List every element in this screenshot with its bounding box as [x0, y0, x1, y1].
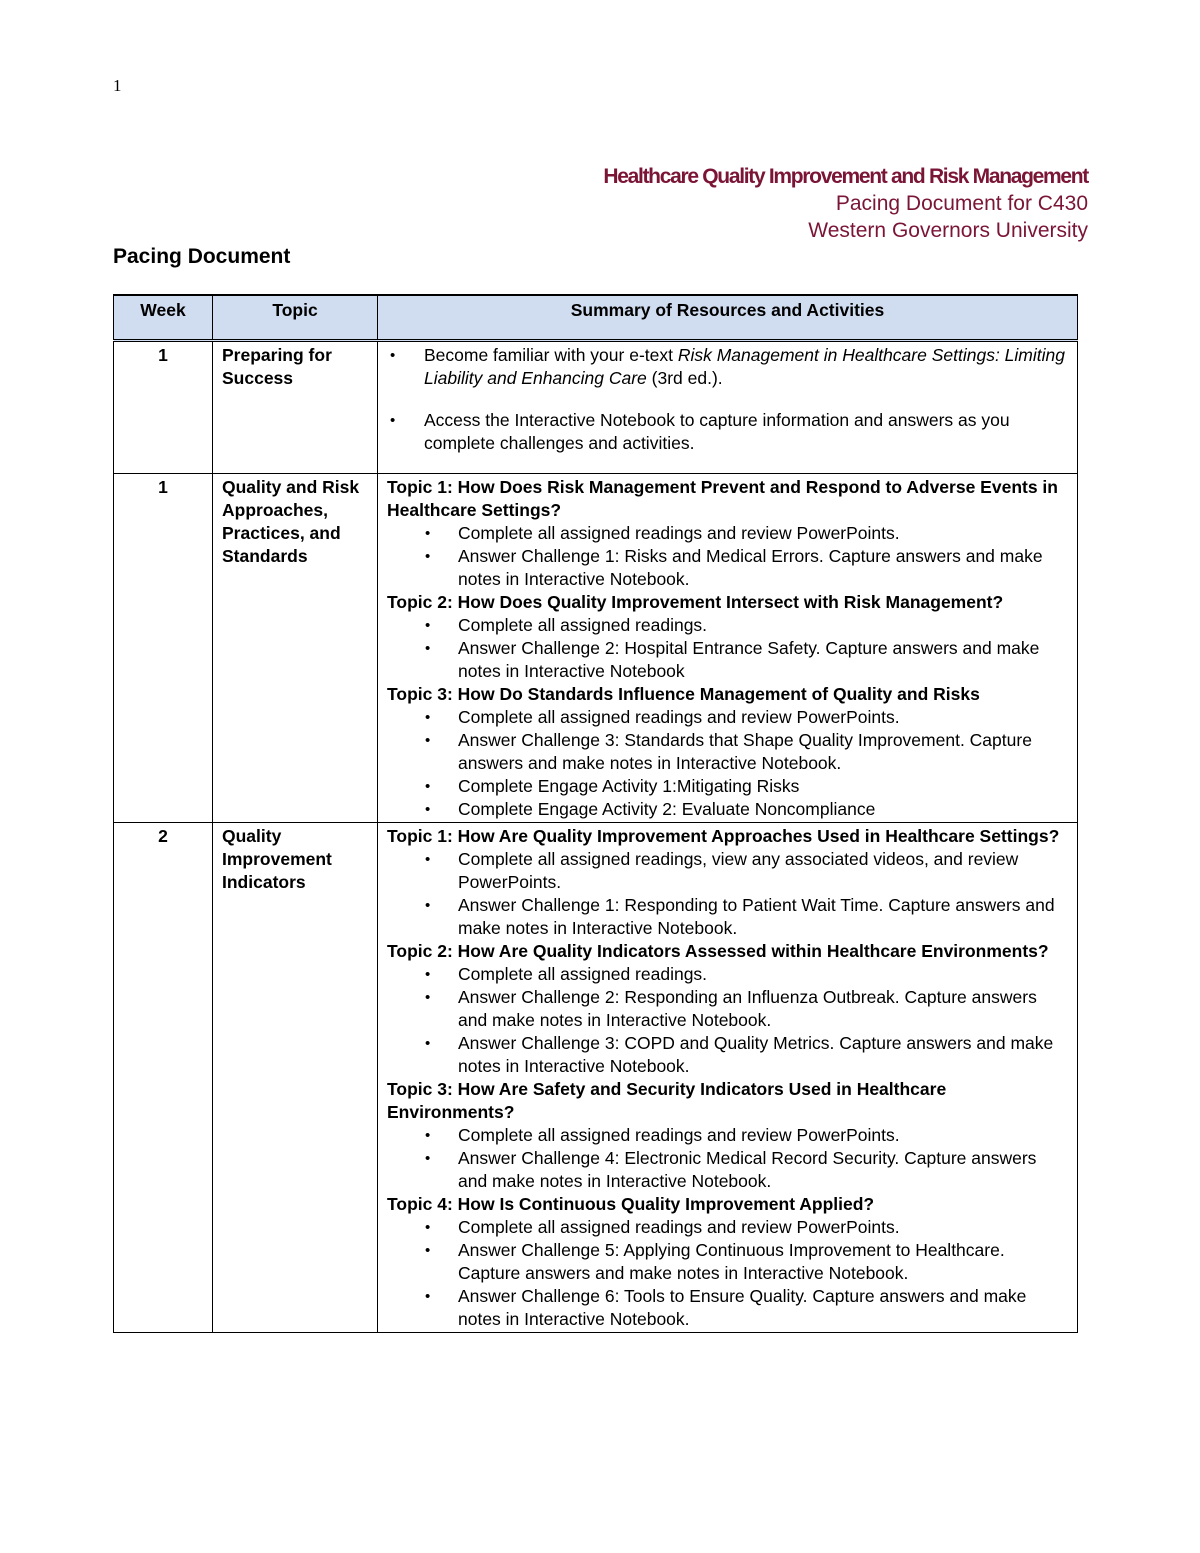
activity-list: [387, 1124, 1067, 1193]
list-item: • Access the Interactive Notebook to capture information and answers as you complete challenges and activities.: [387, 409, 1067, 455]
list-item: • Complete Engage Activity 2: Evaluate Noncompliance: [387, 798, 1067, 821]
topic-cell: Quality and Risk Approaches, Practices, and Standards: [213, 474, 378, 823]
activity-list: [387, 848, 1067, 940]
activity-list: [387, 614, 1067, 683]
document-title: Healthcare Quality Improvement and Risk Management: [603, 165, 1088, 188]
list-item: • Answer Challenge 3: COPD and Quality Metrics. Capture answers and make notes in Interactive Notebook.: [387, 1032, 1067, 1078]
activity-list: [387, 522, 1067, 591]
institution-name: Western Governors University: [808, 219, 1088, 242]
topic-heading: Topic 1: How Does Risk Management Prevent and Respond to Adverse Events in Healthcare Settings?: [387, 477, 1058, 520]
list-item: • Answer Challenge 6: Tools to Ensure Quality. Capture answers and make notes in Interactive Notebook.: [387, 1285, 1067, 1331]
topic-heading: Topic 2: How Are Quality Indicators Assessed within Healthcare Environments?: [387, 941, 1049, 961]
list-item: • Complete all assigned readings.: [387, 614, 1067, 637]
table-row: [114, 823, 1078, 1333]
topic-heading: Topic 3: How Are Safety and Security Indicators Used in Healthcare Environments?: [387, 1079, 947, 1122]
table-header-row: [114, 295, 1078, 341]
summary-cell: [378, 823, 1078, 1333]
list-item: • Complete all assigned readings and review PowerPoints.: [387, 1124, 1067, 1147]
topic-heading: Topic 3: How Do Standards Influence Management of Quality and Risks: [387, 684, 980, 704]
topic-heading: Topic 1: How Are Quality Improvement Approaches Used in Healthcare Settings?: [387, 826, 1060, 846]
column-header-topic: Topic: [213, 295, 378, 341]
list-item: • Complete all assigned readings, view any associated videos, and review PowerPoints.: [387, 848, 1067, 894]
document-subtitle: Pacing Document for C430: [835, 192, 1088, 215]
list-item: • Answer Challenge 4: Electronic Medical Record Security. Capture answers and make notes in Interactive Notebook.: [387, 1147, 1067, 1193]
section-heading: Pacing Document: [113, 245, 291, 268]
list-item-text: Become familiar with your e-text: [424, 345, 678, 365]
etext-title: Risk Management in Healthcare Settings: Limiting Liability and Enhancing Care: [424, 345, 1065, 388]
table-row: [114, 341, 1078, 474]
topic-heading: Topic 4: How Is Continuous Quality Improvement Applied?: [387, 1194, 875, 1214]
list-item: • Answer Challenge 3: Standards that Shape Quality Improvement. Capture answers and make notes in Interactive Notebook.: [387, 729, 1067, 775]
page-number: 1: [113, 76, 122, 95]
list-item: • Answer Challenge 1: Risks and Medical Errors. Capture answers and make notes in Interactive Notebook.: [387, 545, 1067, 591]
activity-list: [387, 963, 1067, 1078]
list-item: [387, 344, 1067, 390]
summary-cell: [378, 341, 1078, 474]
topic-cell: Preparing for Success: [213, 341, 378, 474]
week-cell: 1: [114, 474, 213, 823]
activity-list: [387, 344, 1067, 455]
list-item: • Answer Challenge 5: Applying Continuous Improvement to Healthcare. Capture answers and make notes in Interactive Notebook.: [387, 1239, 1067, 1285]
list-item: • Complete all assigned readings.: [387, 963, 1067, 986]
list-item: • Complete all assigned readings and review PowerPoints.: [387, 706, 1067, 729]
list-item: • Complete Engage Activity 1:Mitigating Risks: [387, 775, 1067, 798]
activity-list: [387, 706, 1067, 821]
pacing-table: [113, 294, 1078, 1333]
column-header-summary: Summary of Resources and Activities: [378, 295, 1078, 341]
list-item: • Answer Challenge 2: Hospital Entrance Safety. Capture answers and make notes in Interactive Notebook: [387, 637, 1067, 683]
list-item: • Complete all assigned readings and review PowerPoints.: [387, 1216, 1067, 1239]
table-row: [114, 474, 1078, 823]
list-item-text: (3rd ed.).: [646, 368, 723, 388]
week-cell: 1: [114, 341, 213, 474]
summary-cell: [378, 474, 1078, 823]
topic-cell: Quality Improvement Indicators: [213, 823, 378, 1333]
document-header: [603, 163, 1088, 244]
topic-heading: Topic 2: How Does Quality Improvement Intersect with Risk Management?: [387, 592, 1004, 612]
column-header-week: Week: [114, 295, 213, 341]
week-cell: 2: [114, 823, 213, 1333]
activity-list: [387, 1216, 1067, 1331]
list-item: • Answer Challenge 2: Responding an Influenza Outbreak. Capture answers and make notes in Interactive Notebook.: [387, 986, 1067, 1032]
list-item: • Answer Challenge 1: Responding to Patient Wait Time. Capture answers and make notes in Interactive Notebook.: [387, 894, 1067, 940]
list-item: • Complete all assigned readings and review PowerPoints.: [387, 522, 1067, 545]
